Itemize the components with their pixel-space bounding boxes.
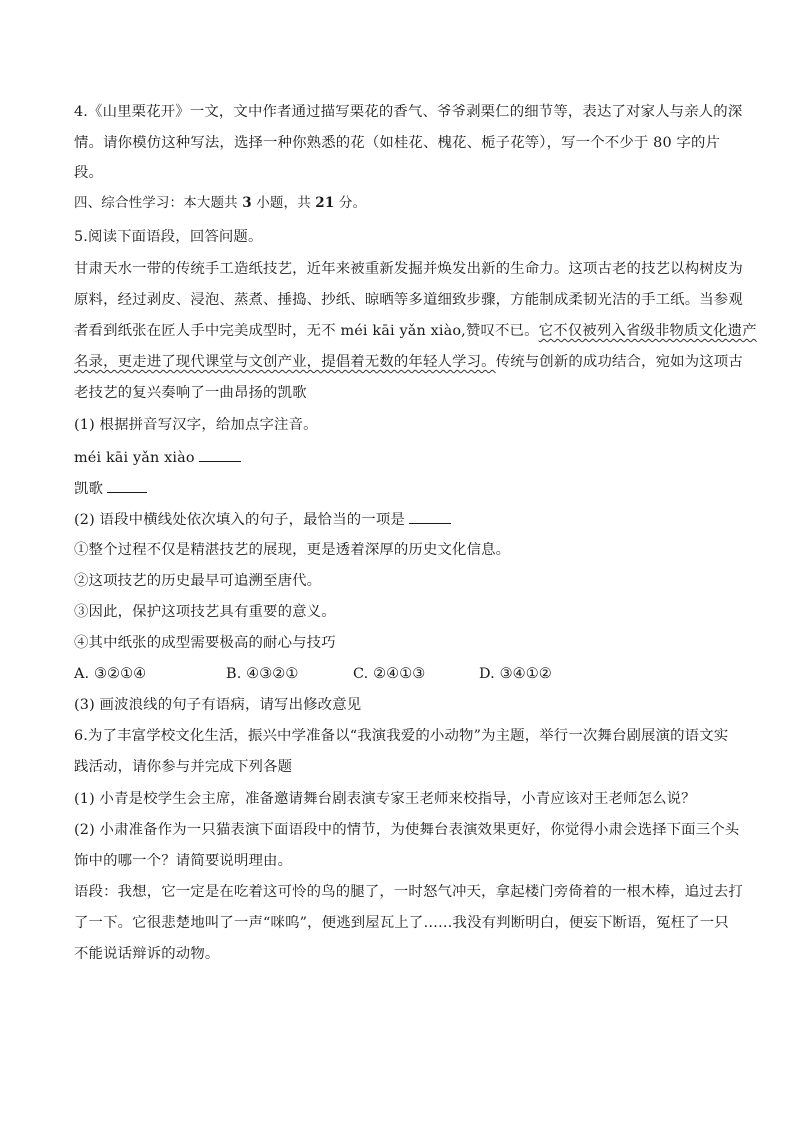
q5-para-line-5: 老技艺的复兴奏响了一曲昂扬的凯歌 [74,385,307,401]
option-d[interactable]: D. ③④①② [479,666,552,682]
q5-sub2 [74,509,734,530]
q5-para-line-1: 甘肃天水一带的传统手工造纸技艺，近年来被重新发掘并焕发出新的生命力。这项古老的技艺以构树皮为 [74,261,743,277]
section-4-count: 3 [242,195,252,211]
q5-para-line-4 [74,352,743,372]
option-a[interactable]: A. ③②①④ [74,666,147,682]
section-4-heading [74,193,734,213]
q6-para-line-2: 了一下。它很悲楚地叫了一声“咪呜”，便逃到屋瓦上了……我没有判断明白，便妄下断语，冤枉了一只 [74,915,729,931]
section-4-suffix: 分。 [334,195,367,211]
q6-line-2: 践活动，请你参与并完成下列各题 [74,759,293,775]
q5-sub2-answer-blank[interactable] [409,509,451,524]
q5-sentence-1: ①整个过程不仅是精湛技艺的展现，更是透着深厚的历史文化信息。 [74,542,511,558]
option-b[interactable]: B. ④③②① [226,666,299,682]
q5-wavy-sentence-part-2: 名录，更走进了现代课堂与文创产业，提倡着无数的年轻人学习。 [74,354,496,370]
q5-pinyin-label: méi kāi yǎn xiào [74,450,195,466]
section-4-prefix: 四、综合性学习：本大题共 [74,195,243,211]
q6-sub1: (1) 小青是校学生会主席，准备邀请舞台剧表演专家王老师来校指导，小青应该对王老师怎么说？ [74,791,696,807]
q5-para-line-3-text: 者看到纸张在匠人手中完美成型时，无不 méi kāi yǎn xiào,赞叹不已。 [74,323,539,339]
section-4-points: 21 [315,195,335,211]
q5-kaige-item [74,478,734,499]
q5-options-row [74,664,734,684]
q4-line-3: 段。 [74,165,104,181]
q5-para-line-3 [74,321,757,341]
q5-sentence-4: ④其中纸张的成型需要极高的耐心与技巧 [74,635,336,651]
q5-sub3: (3) 画波浪线的句子有语病，请写出修改意见 [74,697,362,713]
q4-line-2: 情。请你模仿这种写法，选择一种你熟悉的花（如桂花、槐花、栀子花等），写一个不少于 80 字的片 [74,135,721,151]
q6-sub2-line-1: (2) 小肃准备作为一只猫表演下面语段中的情节，为使舞台表演效果更好，你觉得小肃会选择下面三个头 [74,822,740,838]
q5-pinyin-answer-blank[interactable] [199,447,241,462]
q5-wavy-sentence-part-1: 它不仅被列入省级非物质文化遗产 [538,323,757,339]
q5-para-line-2: 原料，经过剥皮、浸泡、蒸煮、捶捣、抄纸、晾晒等多道细致步骤，方能制成柔韧光洁的手工纸。当参观 [74,292,743,308]
q5-sub2-text: (2) 语段中横线处依次填入的句子，最恰当的一项是 [74,512,405,528]
q5-kaige-answer-blank[interactable] [107,478,147,493]
q5-sentence-2: ②这项技艺的历史最早可追溯至唐代。 [74,573,322,589]
q5-sub1: (1) 根据拼音写汉字，给加点字注音。 [74,417,318,433]
section-4-mid: 小题，共 [251,195,316,211]
q5-sentence-3: ③因此，保护这项技艺具有重要的意义。 [74,604,336,620]
q5-kaige-label: 凯歌 [74,481,104,497]
q4-line-1: 4.《山里栗花开》一文，文中作者通过描写栗花的香气、爷爷剥栗仁的细节等，表达了对家人与亲人的深 [74,104,743,120]
q5-prompt: 5.阅读下面语段，回答问题。 [74,229,263,245]
q5-pinyin-item [74,447,734,468]
q6-line-1: 6.为了丰富学校文化生活，振兴中学准备以“我演我爱的小动物”为主题，举行一次舞台剧展演的语文实 [74,728,729,744]
q6-para-line-1: 语段：我想，它一定是在吃着这可怜的鸟的腿了，一时怒气冲天，拿起楼门旁倚着的一根木棒，追过去打 [74,884,743,900]
q6-sub2-line-2: 饰中的哪一个？请简要说明理由。 [74,853,293,869]
q5-para-line-4-text: 传统与创新的成功结合，宛如为这项古 [495,354,743,370]
q6-para-line-3: 不能说话辩诉的动物。 [74,946,220,962]
option-c[interactable]: C. ②④①③ [353,666,426,682]
